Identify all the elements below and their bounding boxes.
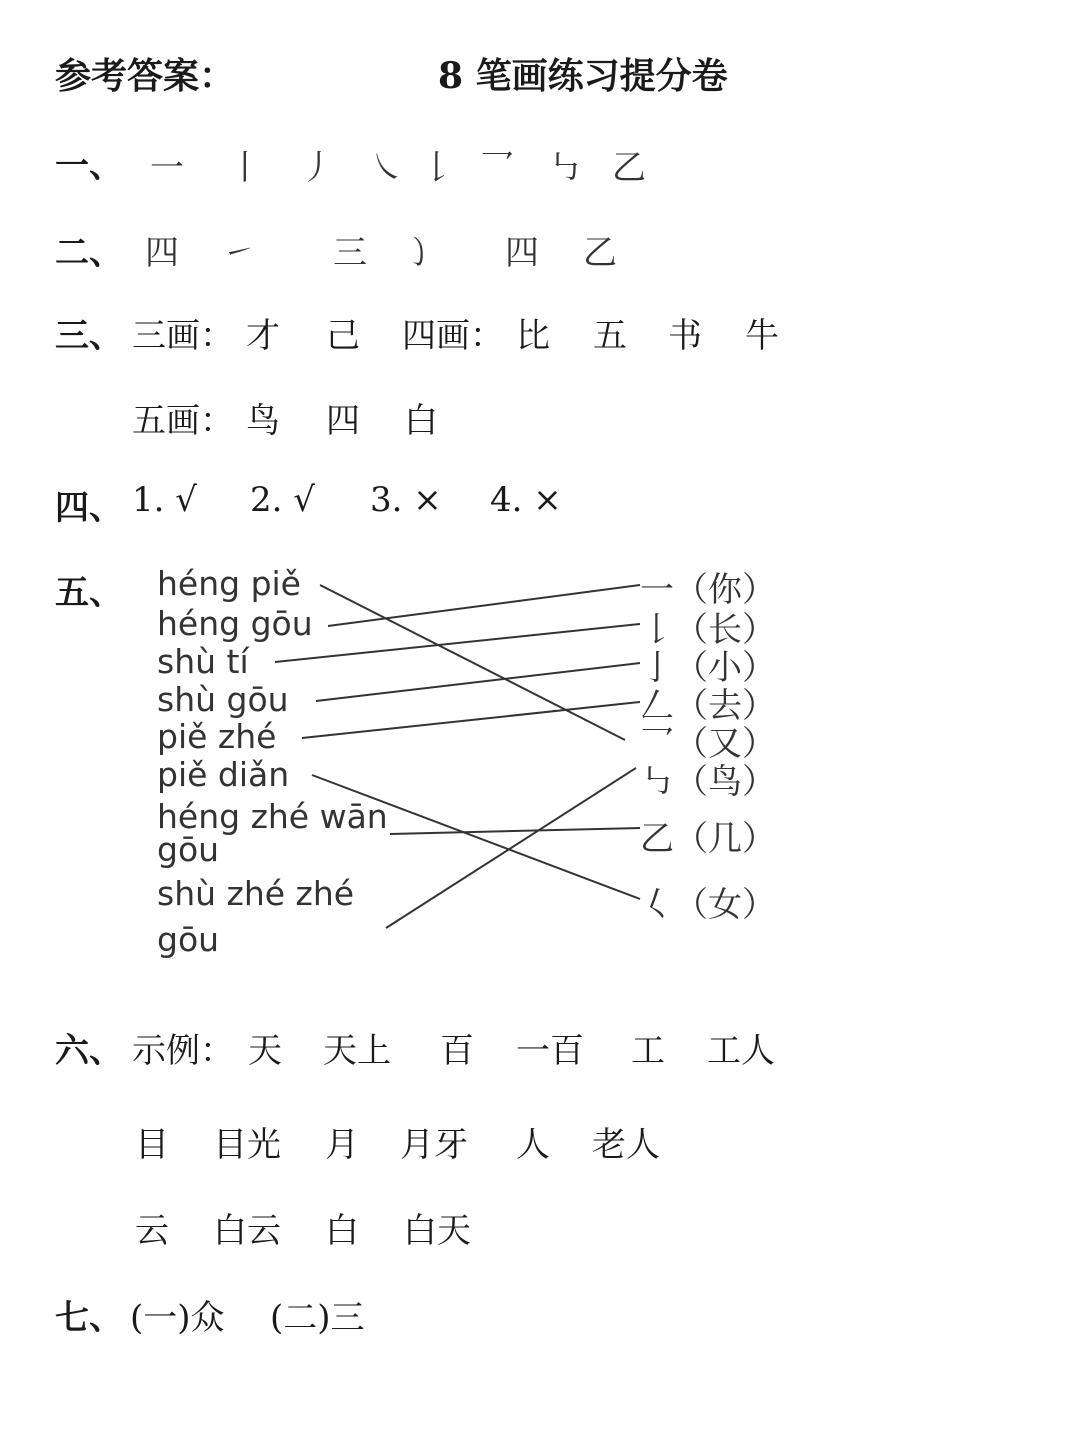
q6-text: 白 — [325, 1211, 359, 1251]
q3-text: 四画： — [402, 316, 504, 356]
q6-text: 目 — [135, 1125, 169, 1165]
pinyin-item: héng piě — [157, 564, 301, 603]
q2-item: ㇁ — [400, 233, 434, 273]
q3-text: 比 — [516, 316, 550, 356]
match-target: 𠄌（长） — [640, 610, 776, 650]
q2-label: 二、 — [55, 233, 123, 273]
q6-text: 百 — [440, 1031, 474, 1071]
q6-text: 老人 — [592, 1125, 660, 1165]
pinyin-item: piě diǎn — [157, 755, 290, 794]
pinyin-item: héng zhé wān — [157, 797, 388, 836]
q6-text: 月 — [325, 1125, 359, 1165]
q1-stroke: ㇏ — [370, 148, 404, 188]
match-line — [316, 663, 640, 701]
q4-answer: 1. √ — [132, 480, 197, 520]
q4-label: 四、 — [55, 488, 123, 528]
q6-text: 示例： — [132, 1031, 234, 1071]
q2-item: 四 — [505, 233, 539, 273]
pinyin-item: shù zhé zhé — [157, 874, 355, 913]
q3-text: 书 — [668, 316, 702, 356]
match-line — [312, 775, 640, 899]
pinyin-item: gōu — [157, 830, 220, 869]
q2-item: 乙 — [583, 233, 617, 273]
q6-label: 六、 — [55, 1031, 123, 1071]
q3-text: 才 — [246, 316, 280, 356]
match-line — [275, 624, 640, 662]
page-title: 8 笔画练习提分卷 — [438, 55, 728, 97]
q3-text: 三画： — [132, 316, 234, 356]
q1-stroke: 丨 — [228, 148, 262, 188]
q4-answer: 4. × — [490, 480, 562, 520]
q1-stroke: 乙 — [612, 148, 646, 188]
pinyin-item: shù tí — [157, 642, 249, 681]
q1-stroke: ㇉ — [548, 148, 582, 188]
q6-text: 云 — [135, 1211, 169, 1251]
q6-text: 一百 — [516, 1031, 584, 1071]
q1-stroke: 乛 — [480, 148, 514, 188]
q4-answer: 2. √ — [250, 480, 315, 520]
pinyin-item: shù gōu — [157, 680, 289, 719]
q4-answer: 3. × — [370, 480, 442, 520]
q3-text: 己 — [326, 316, 360, 356]
pinyin-item: héng gōu — [157, 604, 313, 643]
q6-text: 人 — [516, 1125, 550, 1165]
match-line — [386, 768, 636, 928]
q6-text: 白天 — [403, 1211, 471, 1251]
q1-stroke: 丿 — [300, 148, 334, 188]
q3-text: 五 — [593, 316, 627, 356]
match-line — [320, 585, 625, 740]
match-line — [302, 702, 640, 738]
q6-text: 工人 — [707, 1031, 775, 1071]
q5-label: 五、 — [55, 573, 123, 613]
q7-answer: (二)三 — [270, 1298, 365, 1338]
match-line — [328, 585, 640, 626]
match-target: 乙（几） — [640, 819, 776, 859]
match-target: 乛（又） — [640, 724, 776, 764]
q7-answer: (一)众 — [130, 1298, 225, 1338]
q7-label: 七、 — [55, 1298, 123, 1338]
q2-item: 四 — [145, 233, 179, 273]
q6-text: 白云 — [213, 1211, 281, 1251]
answer-key-label: 参考答案： — [55, 55, 236, 97]
pinyin-item: piě zhé — [157, 717, 277, 756]
q1-stroke: 一 — [150, 148, 184, 188]
q6-text: 月牙 — [400, 1125, 468, 1165]
q2-item: ㇀ — [222, 233, 256, 273]
q6-text: 天上 — [323, 1031, 391, 1071]
q3-text: 牛 — [745, 316, 779, 356]
match-target: 𠃋（去） — [640, 686, 776, 726]
match-target: 亅（小） — [640, 648, 776, 688]
match-target: 𡿨（女） — [640, 885, 776, 925]
q3-text: 四 — [326, 401, 360, 441]
pinyin-item: gōu — [157, 920, 220, 959]
match-line — [390, 828, 640, 834]
match-target: 一（你） — [640, 570, 776, 610]
q3-text: 鸟 — [246, 401, 280, 441]
q3-text: 五画： — [132, 401, 234, 441]
q3-label: 三、 — [55, 316, 123, 356]
q2-item: 三 — [333, 233, 367, 273]
q1-label: 一、 — [55, 146, 123, 186]
q6-text: 目光 — [213, 1125, 281, 1165]
q6-text: 天 — [248, 1031, 282, 1071]
q3-text: 白 — [404, 401, 438, 441]
match-target: ㇉（鸟） — [640, 762, 776, 802]
q6-text: 工 — [631, 1031, 665, 1071]
q1-stroke: 𠄌 — [420, 148, 454, 188]
